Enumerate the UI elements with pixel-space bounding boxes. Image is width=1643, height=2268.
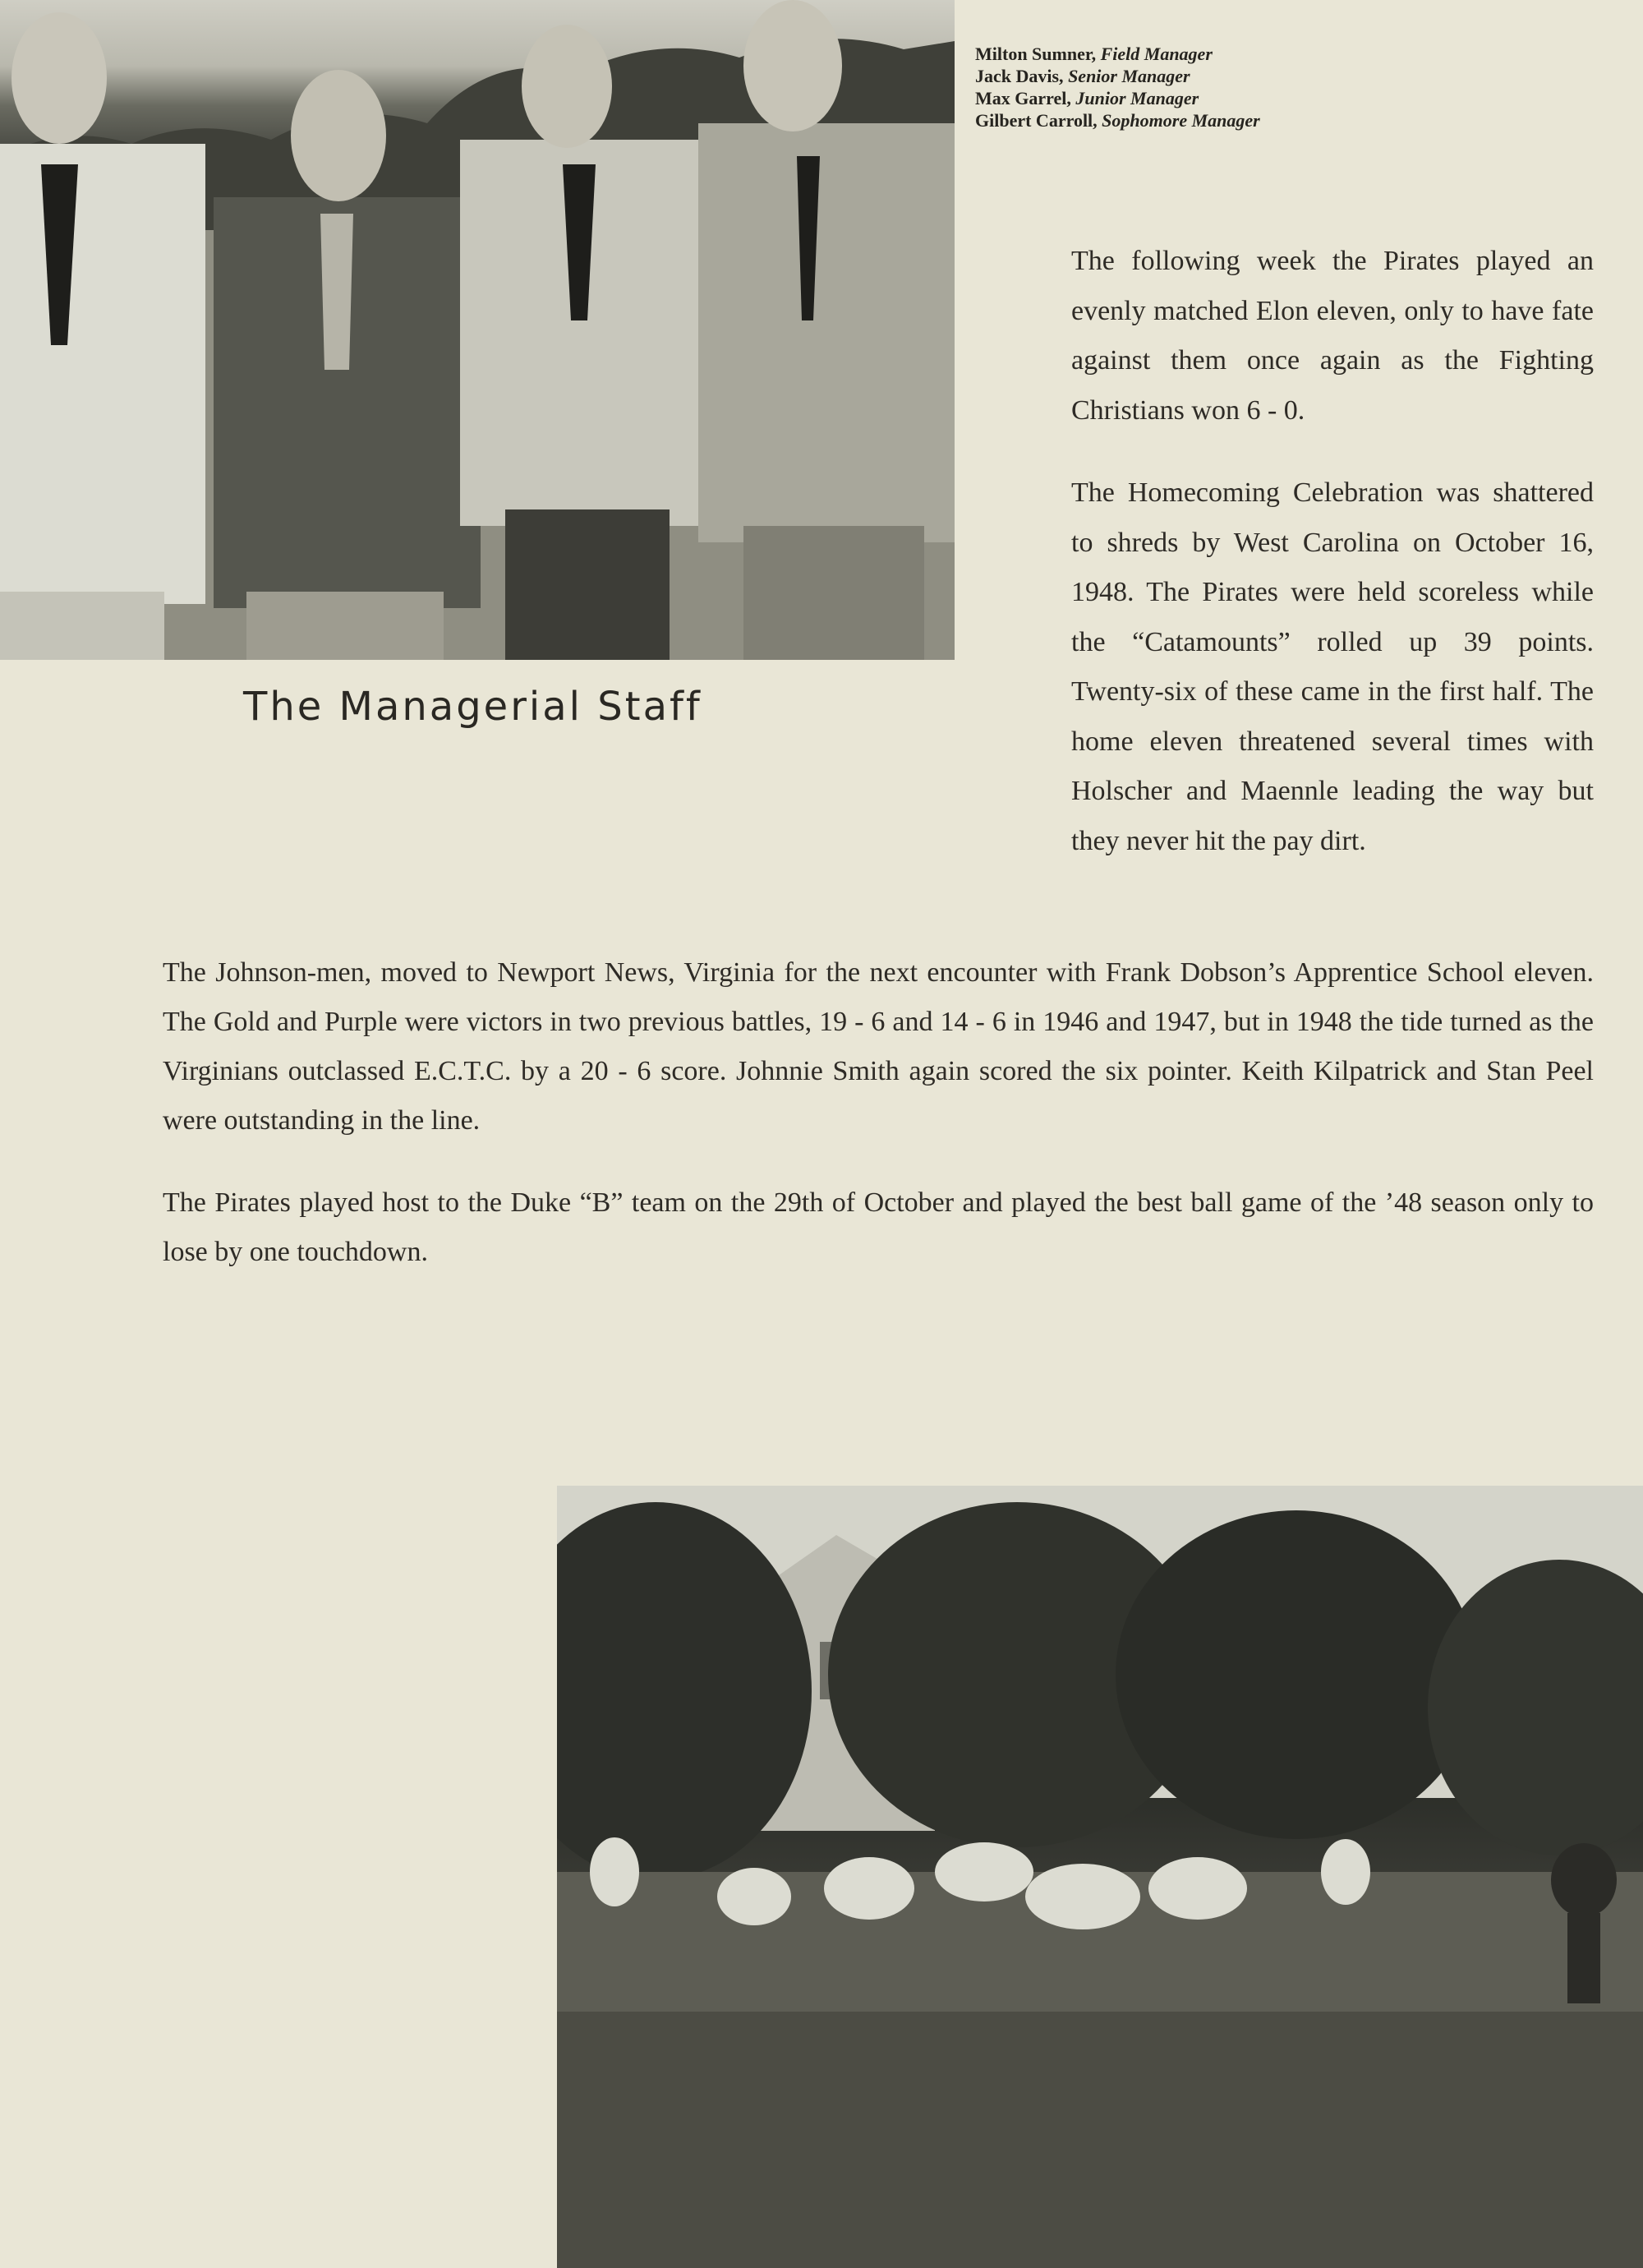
paragraph-elon: The following week the Pirates played an evenly matched Elon eleven, only to have fate against them once again as the Fighting Christians won 6 - 0. — [1071, 246, 1594, 426]
paragraph-apprentice: The Johnson-men, moved to Newport News, Virginia for the next encounter with Frank Dobson’s Apprentice School eleven. The Gold and Purple were victors in two previous battles, 19 - 6 and 14 - 6 in 1946 and 1947, but in 1948 the tide turned as the Virginians outclassed E.C.T.C. by a 20 - 6 score. Johnnie Smith again scored the six pointer. Keith Kilpatrick and Stan Peel were outstanding in the line. — [163, 957, 1594, 1136]
paragraph-duke: The Pirates played host to the Duke “B” team on the 29th of October and played the best ball game of the ’48 season only to lose by one touchdown. — [163, 1187, 1594, 1267]
caption-line: Milton Sumner, Field Manager — [975, 44, 1213, 64]
managerial-staff-illustration — [0, 0, 955, 660]
photo-title: The Managerial Staff — [243, 684, 702, 730]
football-game-illustration — [557, 1486, 1643, 2268]
caption-line: Jack Davis, Senior Manager — [975, 66, 1190, 86]
person-1 — [0, 12, 205, 660]
caption-line: Gilbert Carroll, Sophomore Manager — [975, 110, 1260, 131]
caption-line: Max Garrel, Junior Manager — [975, 88, 1199, 108]
manager-caption-list — [975, 43, 1501, 131]
paragraph-homecoming: The Homecoming Celebration was shattered to shreds by West Carolina on October 16, 1948. The Pirates were held scoreless while the “Catamounts” rolled up 39 points. Twenty-six of these came in the first half. The home eleven threatened several times with Holscher and Maennle leading the way but they never hit the pay dirt. — [1071, 477, 1594, 856]
football-game-photo — [557, 1486, 1643, 2268]
managerial-staff-photo — [0, 0, 955, 660]
